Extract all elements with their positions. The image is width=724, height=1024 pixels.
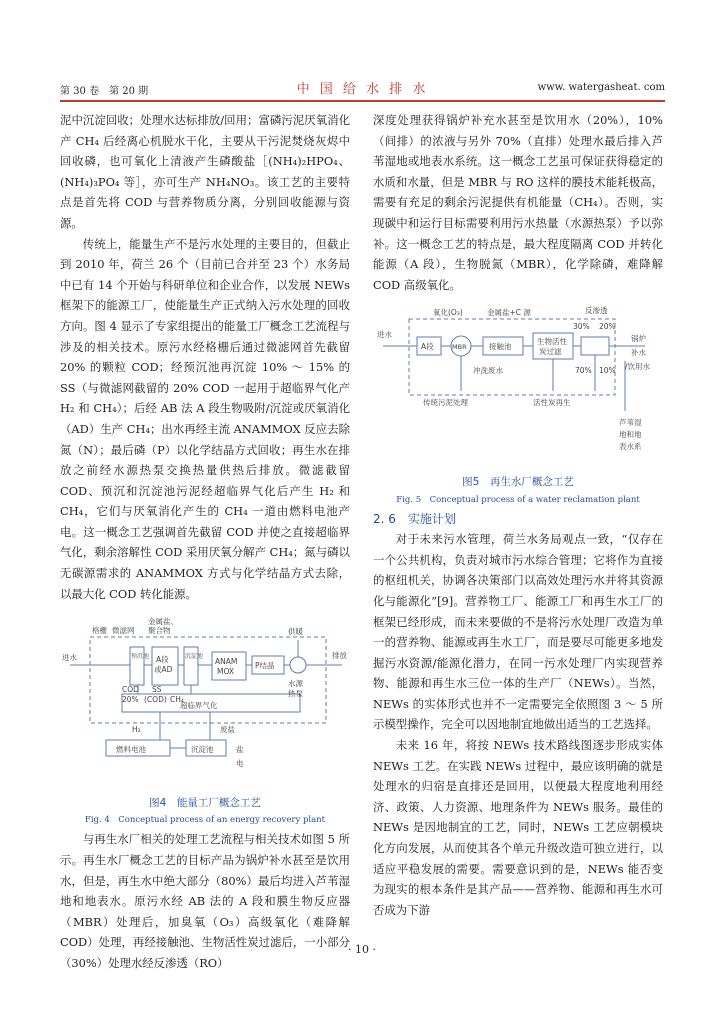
fig4-cod20-label: 20%	[122, 695, 139, 705]
figure-5-caption-en: Fig. 5 Conceptual process of a water reclamation plant	[396, 494, 640, 505]
fig5-pct10-label: 10%	[599, 366, 616, 376]
fig5-ro-box	[581, 337, 609, 355]
fig5-reed-label-3: 表水系	[619, 442, 642, 452]
header-rule	[60, 100, 665, 102]
figure-4	[60, 612, 350, 827]
fig5-bac-label-2: 炭过滤	[539, 347, 562, 357]
fig4-sediment-label: 沉淀池	[191, 745, 214, 755]
fig5-boiler-label-1: 锅炉	[631, 334, 646, 344]
fig4-anammox-label-2: MOX	[217, 667, 235, 677]
fig4-ss-label: SS	[152, 685, 162, 695]
fig4-metal-label: 金属盐、	[148, 617, 178, 627]
section-heading-2-6: 2. 6 实施计划	[373, 511, 456, 526]
fig4-salt-label: 盐	[236, 745, 244, 755]
fig4-inlet-label: 进水	[62, 653, 77, 663]
fig4-heatpump-label-1: 水源	[288, 679, 303, 689]
left-paragraph-1: 泥中沉淀回收；处理水达标排放/回用；富磷污泥厌氧消化产 CH₄ 后经离心机脱水干化，主要从干污泥焚烧灰烬中回收磷，也可氧化上清液产生磷酸盐［(NH₄)₂HPO₄、(NH₄)₃PO₄ 等］，亦可生产 NH₄NO₃。该工艺的主要特点是首先将 COD 与营养物质分离，分别回收能源与资源。	[60, 113, 350, 230]
figure-4-caption-en: Fig. 4 Conceptual process of an energy recovery plant	[84, 815, 326, 826]
fig5-backwash-label: 冲洗废水	[473, 366, 503, 376]
running-header	[60, 78, 665, 100]
fig4-power-label: 电	[236, 759, 244, 769]
fig4-orad-label: 或AD	[154, 665, 173, 675]
fig4-pcryst-label: P结晶	[255, 661, 275, 671]
left-column	[60, 110, 350, 974]
fig5-reed-label-1: 芦苇湿	[619, 418, 642, 428]
figure-4-diagram	[60, 612, 350, 782]
left-paragraph-3: 与再生水厂相关的处理工艺流程与相关技术如图 5 所示。再生水厂概念工艺的目标产品为锅炉补水甚至是饮用水，但是，再生水中绝大部分（80%）最后均进入芦苇湿地和地表水。原污水经 AB 法的 A 段和膜生物反应器（MBR）处理后，加臭氧（O₃）高级氧化（难降解 COD）处理，再经接触池、生物活性炭过滤后，一小部分（30%）处理水经反渗透（RO）	[60, 832, 350, 970]
right-paragraph-3: 未来 16 年，将按 NEWs 技术路线图逐步形成实体 NEWs 工艺。在实践 NEWs 过程中，最应该明确的就是处理水的归宿是直排还是回用，以便最大程度地利用经济、政策、人力资源、地理条件为 NEWs 服务。最佳的 NEWs 是因地制宜的工艺，同时，NEWs 工艺应朝模块化方向发展，从而使其各个单元升级改造可独立进行，以适应平稳发展的需要。需要意识到的是，NEWs 能否变为现实的根本条件是其产品——营养物、能源和再生水可否成为下游	[373, 738, 663, 917]
fig5-mbr-label: MBR	[452, 343, 467, 352]
left-paragraph-2: 传统上，能量生产不是污水处理的主要目的，但截止到 2010 年，荷兰 26 个（目前已合并至 23 个）水务局中已有 14 个开始与科研单位和企业合作，以发展 NEWs 框架下的能源工厂，使能量生产正式纳入污水处理的回收方向。图 4 显示了专家组提出的能量工厂概念工艺流程与涉及的相关技术。原污水经格栅后通过微滤网首先截留 20% 的颗粒 COD；经预沉池再沉淀 10% ～ 15% 的 SS（与微滤网截留的 20% COD 一起用于超临界气化产 H₂ 和 CH₄）；后经 AB 法 A 段生物吸附/沉淀或厌氧消化（AD）生产 CH₄；出水再经主流 ANAMMOX 反应去除氮（N）；最后磷（P）以化学结晶方式回收；再生水在排放之前经水源热泵交换热量供热后排放。微滤截留 COD、预沉和沉淀池污泥经超临界气化后产生 H₂ 和 CH₄，它们与厌氧消化产生的 CH₄ 一道由燃料电池产电。这一概念工艺强调首先截留 COD 并使之直接超临界气化，剩余溶解性 COD 采用厌氧分解产 CH₄；氮与磷以无碳源需求的 ANAMMOX 方式与化学结晶方式去除，以最大化 COD 转化能源。	[60, 236, 350, 601]
fig4-microfilter-label: 微滤网	[112, 626, 135, 636]
fig4-discharge-label: 排放	[332, 651, 347, 661]
fig4-h2-label: H₂	[132, 725, 141, 735]
fig5-inlet-label: 进水	[377, 330, 392, 340]
fig5-astage-label: A段	[421, 342, 434, 352]
fig5-boiler-label-3: /饮用水	[625, 362, 651, 372]
fig4-cod-label: COD	[122, 685, 139, 695]
fig4-anammox-label-1: ANAM	[215, 657, 238, 667]
fig5-metal-label: 金属盐+C 源	[487, 308, 531, 318]
journal-name: 中 国 给 水 排 水	[296, 82, 429, 97]
fig4-heatpump-label-2: 热泵	[288, 689, 303, 699]
volume-issue: 第 30 卷 第 20 期	[60, 86, 149, 97]
right-column	[373, 110, 663, 920]
fig5-ro-label: 反渗透	[585, 306, 608, 316]
figure-5-diagram	[373, 301, 663, 461]
page-number: · 10 ·	[348, 943, 376, 956]
fig4-polymer-label: 聚合物	[148, 626, 171, 636]
fig5-bac-label-1: 生物活性	[537, 337, 567, 347]
fig4-sscod-label: (COD)	[144, 695, 167, 705]
fig5-pct70-label: 70%	[575, 366, 592, 376]
fig5-contact-label: 接触池	[489, 342, 512, 352]
right-paragraph-1: 深度处理获得锅炉补充水甚至是饮用水（20%），10%（间排）的浓液与另外 70%（直排）处理水最后排入芦苇湿地或地表水系统。这一概念工艺虽可保证获得稳定的水质和水量，但是 MBR 与 RO 这样的膜技术能耗极高，需要有充足的剩余污泥提供有机能量（CH₄）。否则，实现碳中和运行目标需要利用污水热量（水源热泵）予以弥补。这一概念工艺的特点是，最大程度隔离 COD 并转化能源（A 段），生物脱氮（MBR），化学除磷，难降解 COD 高级氧化。	[373, 113, 663, 292]
fig4-heat-label: 供暖	[288, 627, 303, 637]
fig4-waste-label: 废盐	[220, 725, 235, 735]
figure-5	[373, 301, 663, 506]
right-paragraph-2: 对于未来污水管理，荷兰水务局观点一致，“仅存在一个公共机构，负责对城市污水综合管理；它将作为直接的枢纽机关，协调各决策部门以高效处理污水并将其资源化与能源化”[9]。营养物工厂、能源工厂和再生水工厂的框架已经形成，而未来要做的不是将污水处理厂改造为单一的营养物、能源或再生水工厂，而是要尽可能更多地发掘污水资源/能源化潜力，在同一污水处理厂内实现营养物、能源和再生水三位一体的生产厂（NEWs）。当然，NEWs 的实体形式也并不一定需要完全依照图 3 ～ 5 所示模型操作，完全可以因地制宜地做出适当的工艺选择。	[373, 532, 663, 732]
fig4-grid-label: 格栅	[92, 626, 107, 636]
fig4-ch4-label: CH₄	[170, 695, 184, 705]
fig4-settle-label: 沉淀池	[185, 653, 204, 661]
fig4-presettle-label: 预沉池	[131, 653, 150, 661]
fig5-pct20-label: 20%	[599, 322, 616, 332]
fig4-scwg-label: 超临界气化	[180, 701, 218, 711]
journal-url: www. watergasheat. com	[537, 82, 665, 93]
fig4-fuelcell-label: 燃料电池	[116, 745, 146, 755]
fig5-boiler-label-2: 补水	[631, 348, 646, 358]
fig5-reed-label-2: 地和地	[619, 430, 642, 440]
fig5-pct30-label: 30%	[573, 322, 590, 332]
figure-5-caption: 图5 再生水厂概念工艺	[462, 475, 574, 488]
heatpump-circle	[290, 657, 306, 673]
fig5-active-label: 活性炭再生	[533, 398, 571, 408]
fig4-astage-label: A段	[156, 655, 169, 665]
figure-4-caption: 图4 能量工厂概念工艺	[149, 796, 261, 809]
fig5-sludge-label: 传统污泥处理	[423, 398, 468, 408]
fig5-ozone-label: 氧化(O₃)	[433, 308, 463, 318]
